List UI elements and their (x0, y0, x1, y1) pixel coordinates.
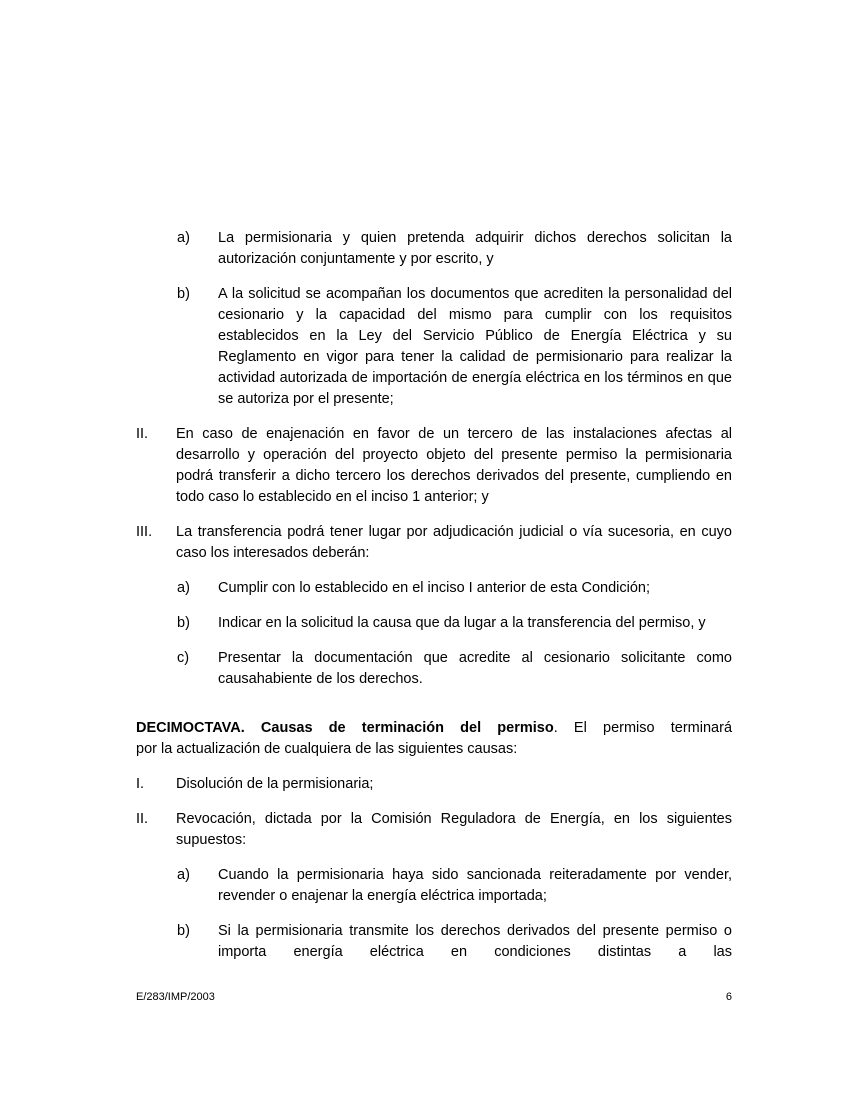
page-number: 6 (725, 991, 732, 1003)
list-item-marker: a) (177, 230, 190, 246)
list-item-text: Cumplir con lo establecido en el inciso I anterior de esta Condición; (218, 580, 651, 596)
list-item (136, 522, 732, 564)
list-item-text: Revocación, dictada por la Comisión Reguladora de Energía, en los siguientes supuestos: (176, 811, 732, 848)
list-item-marker: b) (177, 923, 190, 939)
list-item-marker: III. (136, 524, 153, 540)
list-item (136, 424, 732, 508)
list-item-text: Presentar la documentación que acredite al cesionario solicitante como causahabiente de los derechos. (218, 650, 732, 687)
list-item-marker: II. (136, 426, 149, 442)
list-item (177, 578, 732, 599)
clause-heading-title: DECIMOCTAVA. Causas de terminación del permiso (136, 720, 554, 736)
list-item (177, 921, 732, 963)
list-item-marker: c) (177, 650, 190, 666)
list-item-marker: a) (177, 867, 190, 883)
clause-heading-text-continued: por la actualización de cualquiera de las siguientes causas: (136, 741, 518, 757)
clause-heading-paragraph (136, 718, 732, 760)
list-item (177, 284, 732, 410)
list-item-text: Cuando la permisionaria haya sido sancionada reiteradamente por vender, revender o enajenar la energía eléctrica importada; (218, 867, 732, 904)
list-item (177, 228, 732, 270)
clause-heading-text: . El permiso terminará (553, 720, 733, 736)
list-item (136, 774, 732, 795)
list-item-text: Indicar en la solicitud la causa que da lugar a la transferencia del permiso, y (218, 615, 706, 631)
document-reference: E/283/IMP/2003 (136, 991, 215, 1003)
clause-heading-line (136, 718, 732, 739)
list-item-text: Si la permisionaria transmite los derechos derivados del presente permiso o importa energía eléctrica en condiciones distintas a las (218, 923, 732, 960)
list-item (136, 809, 732, 851)
list-item-marker: b) (177, 615, 190, 631)
list-item (177, 613, 732, 634)
list-item-text: Disolución de la permisionaria; (176, 776, 374, 792)
document-body (136, 228, 732, 963)
list-item (177, 648, 732, 690)
list-item-marker: a) (177, 580, 190, 596)
list-item-marker: I. (136, 776, 145, 792)
list-item (177, 865, 732, 907)
list-item-text: A la solicitud se acompañan los documentos que acrediten la personalidad del cesionario y la capacidad del mismo para cumplir con los requisitos establecidos en la Ley del Servicio Público de Energía Eléctrica y su Reglamento en vigor para tener la calidad de permisionario para realizar la actividad autorizada de importación de energía eléctrica en los términos en que se autoriza por el presente; (218, 286, 732, 407)
list-item-text: La permisionaria y quien pretenda adquirir dichos derechos solicitan la autorización conjuntamente y por escrito, y (218, 230, 732, 267)
list-item-marker: II. (136, 811, 149, 827)
list-item-marker: b) (177, 286, 190, 302)
list-item-text: La transferencia podrá tener lugar por adjudicación judicial o vía sucesoria, en cuyo caso los interesados deberán: (176, 524, 732, 561)
list-item-text: En caso de enajenación en favor de un tercero de las instalaciones afectas al desarrollo y operación del proyecto objeto del presente permiso la permisionaria podrá transferir a dicho tercero los derechos derivados del presente, cumpliendo en todo caso lo establecido en el inciso 1 anterior; y (176, 426, 732, 505)
page-footer (136, 990, 732, 1004)
